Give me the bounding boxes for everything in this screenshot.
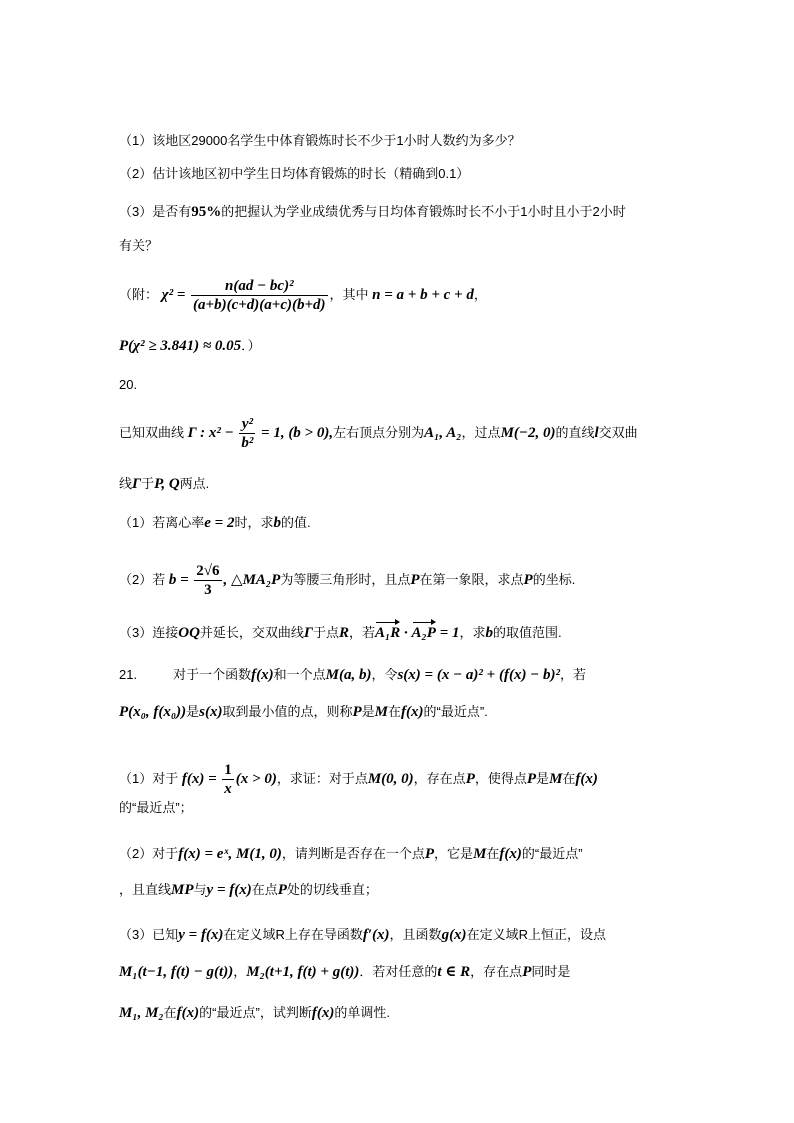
q19-part1: （1）该地区29000名学生中体育锻炼时长不少于1小时人数约为多少？	[119, 133, 521, 148]
q20-stem-line2: 线Γ于P, Q两点.	[119, 476, 210, 492]
q20-part2: （2）若 b = $\frac{2√6}{3}$ , △MA₂P为等腰三角形时，且点P在第一象限，求点P的坐标.	[119, 563, 576, 598]
q20-number: 20.	[119, 377, 138, 392]
q21-stem-line2: P(x₀, f(x₀))是s(x)取到最小值的点，则称P是M在f(x)的“最近点”.	[119, 704, 488, 720]
q21-part3-cont1: M₁(t−1, f(t) − g(t))，M₂(t+1, f(t) + g(t))．若对任意的t ∈ R，存在点P同时是	[119, 964, 571, 980]
vector-a1r: A₁R	[375, 625, 401, 641]
q19-confidence: 95%	[191, 204, 222, 220]
q19-part3: （3）是否有95%的把握认为学业成绩优秀与日均体育锻炼时长不小于1小时且小于2小时	[119, 204, 626, 220]
vector-a2p: A₂P	[411, 625, 436, 641]
q21-part2: （2）对于f(x) = eˣ, M(1, 0)，请判断是否存在一个点P，它是M在f(x)的“最近点”	[119, 846, 583, 862]
q20-stem-line1: 已知双曲线 Γ : x² − $\frac{\text{y²}}{\text{b²}}$ = 1, (b > 0),左右顶点分别为A₁, A₂，过点M(−2, 0)的直线l交双曲	[119, 416, 638, 451]
q19-chi-formula: （附： χ² = $\frac{\text{n(ad − bc)²}}{(a+b)(c+d)(a+c)(b+d)}$ ，其中 n = a + b + c + d，	[119, 278, 487, 313]
chi-square-fraction: $\frac{\text{n(ad − bc)²}}{(a+b)(c+d)(a+c)(b+d)}$	[193, 278, 326, 313]
q19-critical-value: P(χ² ≥ 3.841) ≈ 0.05．）	[119, 338, 261, 354]
q21-part1: （1）对于 f(x) = $\frac{1}{x}$ (x > 0)，求证：对于点M(0, 0)，存在点P，使得点P是M在f(x)	[119, 762, 598, 797]
q20-part1: （1）若离心率e = 2时，求b的值.	[119, 515, 311, 531]
q19-part2: （2）估计该地区初中学生日均体育锻炼的时长（精确到0.1）	[119, 166, 470, 181]
q20-part3: （3）连接OQ并延长，交双曲线Γ于点R，若A₁R · A₂P = 1，求b的取值范围.	[119, 625, 562, 641]
q21-stem-line1: 21. 对于一个函数f(x)和一个点M(a, b)，令s(x) = (x − a)² + (f(x) − b)²，若	[119, 667, 587, 683]
q19-part3-cont: 有关？	[119, 238, 159, 253]
q21-part3: （3）已知y = f(x)在定义域R上存在导函数f′(x)，且函数g(x)在定义域R上恒正，设点	[119, 927, 606, 943]
q21-part3-cont2: M₁, M₂在f(x)的“最近点”，试判断f(x)的单调性.	[119, 1005, 390, 1021]
q21-part2-cont: ，且直线MP与y = f(x)在点P处的切线垂直；	[119, 882, 378, 898]
q21-part1-cont: 的“最近点”；	[119, 800, 193, 815]
